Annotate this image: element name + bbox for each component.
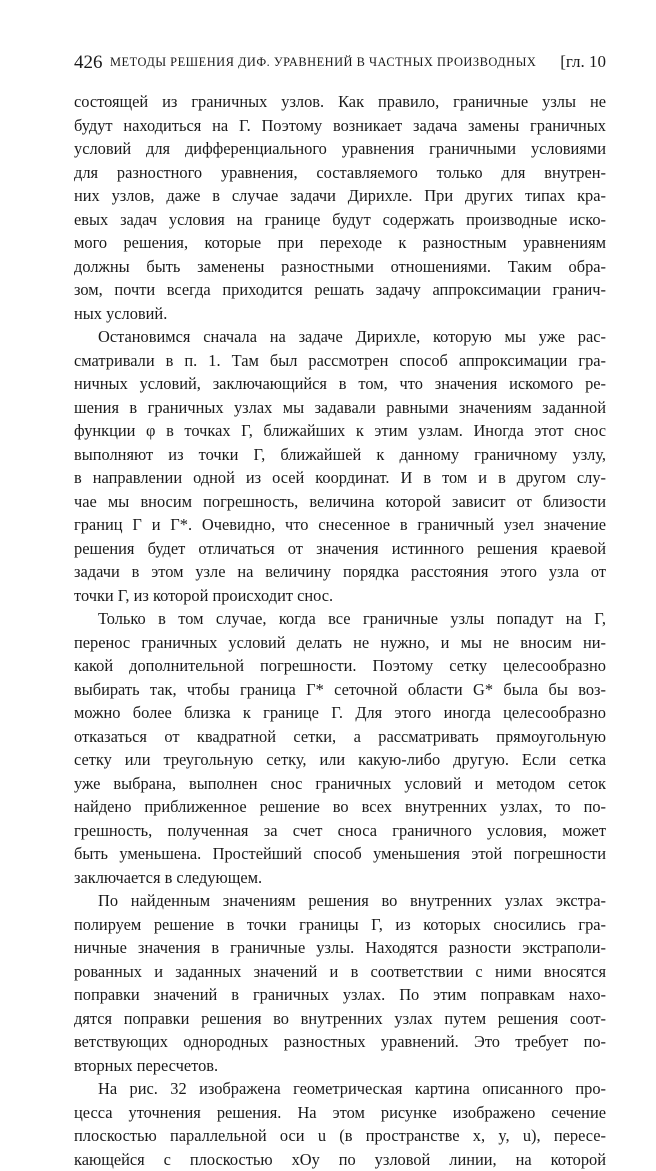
text-line: перенос граничных условий делать не нужно, и мы не вносим ни- — [74, 631, 606, 655]
body-text — [74, 90, 606, 1171]
running-title: МЕТОДЫ РЕШЕНИЯ ДИФ. УРАВНЕНИЙ В ЧАСТНЫХ ПРОИЗВОДНЫХ — [110, 55, 536, 70]
text-line: для разностного уравнения, составляемого только для внутрен- — [74, 161, 606, 185]
text-line: цесса уточнения решения. На этом рисунке изображено сечение — [74, 1101, 606, 1125]
text-line: зом, почти всегда приходится решать задачу аппроксимации гранич- — [74, 278, 606, 302]
text-line: заключается в следующем. — [74, 866, 606, 890]
page-number: 426 — [74, 52, 103, 74]
text-line: выбирать так, чтобы граница Г* сеточной области G* была бы воз- — [74, 678, 606, 702]
text-line: поправки значений в граничных узлах. По этим поправкам нахо- — [74, 983, 606, 1007]
text-line: кающейся с плоскостью xOy по узловой линии, на которой — [74, 1148, 606, 1171]
text-line: найдено приближенное решение во всех внутренних узлах, то по- — [74, 795, 606, 819]
text-line: быть уменьшена. Простейший способ уменьшения этой погрешности — [74, 842, 606, 866]
text-line: сетку или треугольную сетку, или какую-либо другую. Если сетка — [74, 748, 606, 772]
chapter-marker: [гл. 10 — [560, 52, 606, 72]
text-line: решения будет отличаться от значения истинного решения краевой — [74, 537, 606, 561]
text-line: ничные значения в граничные узлы. Находятся разности экстраполи- — [74, 936, 606, 960]
text-line: шения в граничных узлах мы задавали равными значениям заданной — [74, 396, 606, 420]
text-line: ветствующих однородных разностных уравнений. Это требует по- — [74, 1030, 606, 1054]
text-line: чае мы вносим погрешность, величина которой зависит от близости — [74, 490, 606, 514]
text-line: можно более близка к границе Г. Для этого иногда целесообразно — [74, 701, 606, 725]
running-header — [74, 50, 606, 76]
text-line: мого решения, которые при переходе к разностным уравнениям — [74, 231, 606, 255]
text-line: ничных условий, заключающийся в том, что значения искомого ре- — [74, 372, 606, 396]
text-line: выполняют из точки Г, ближайшей к данному граничному узлу, — [74, 443, 606, 467]
text-line: плоскостью параллельной оси u (в пространстве x, y, u), пересе- — [74, 1124, 606, 1148]
text-line: На рис. 32 изображена геометрическая картина описанного про- — [74, 1077, 606, 1101]
text-line: условий для дифференциального уравнения граничными условиями — [74, 137, 606, 161]
text-line: вторных пересчетов. — [74, 1054, 606, 1078]
text-line: задачи в этом узле на величину порядка расстояния этого узла от — [74, 560, 606, 584]
text-line: Остановимся сначала на задаче Дирихле, которую мы уже рас- — [74, 325, 606, 349]
text-line: дятся поправки решения во внутренних узлах путем решения соот- — [74, 1007, 606, 1031]
text-line: состоящей из граничных узлов. Как правило, граничные узлы не — [74, 90, 606, 114]
text-line: границ Г и Г*. Очевидно, что снесенное в граничный узел значение — [74, 513, 606, 537]
text-line: отказаться от квадратной сетки, а рассматривать прямоугольную — [74, 725, 606, 749]
text-line: функции φ в точках Г, ближайших к этим узлам. Иногда этот снос — [74, 419, 606, 443]
text-line: них узлов, даже в случае задачи Дирихле. При других типах кра- — [74, 184, 606, 208]
text-line: в направлении одной из осей координат. И в том и в другом слу- — [74, 466, 606, 490]
text-line: рованных и заданных значений и в соответствии с ними вносятся — [74, 960, 606, 984]
text-line: евых задач условия на границе будут содержать производные иско- — [74, 208, 606, 232]
text-line: ных условий. — [74, 302, 606, 326]
text-line: будут находиться на Г. Поэтому возникает задача замены граничных — [74, 114, 606, 138]
text-line: должны быть заменены разностными отношениями. Таким обра- — [74, 255, 606, 279]
text-line: грешность, полученная за счет сноса граничного условия, может — [74, 819, 606, 843]
text-line: По найденным значениям решения во внутренних узлах экстра- — [74, 889, 606, 913]
text-line: полируем решение в точки границы Г, из которых сносились гра- — [74, 913, 606, 937]
text-line: уже выбрана, выполнен снос граничных условий и методом сеток — [74, 772, 606, 796]
text-line: точки Г, из которой происходит снос. — [74, 584, 606, 608]
text-line: сматривали в п. 1. Там был рассмотрен способ аппроксимации гра- — [74, 349, 606, 373]
text-line: Только в том случае, когда все граничные узлы попадут на Г, — [74, 607, 606, 631]
text-line: какой дополнительной погрешности. Поэтому сетку целесообразно — [74, 654, 606, 678]
